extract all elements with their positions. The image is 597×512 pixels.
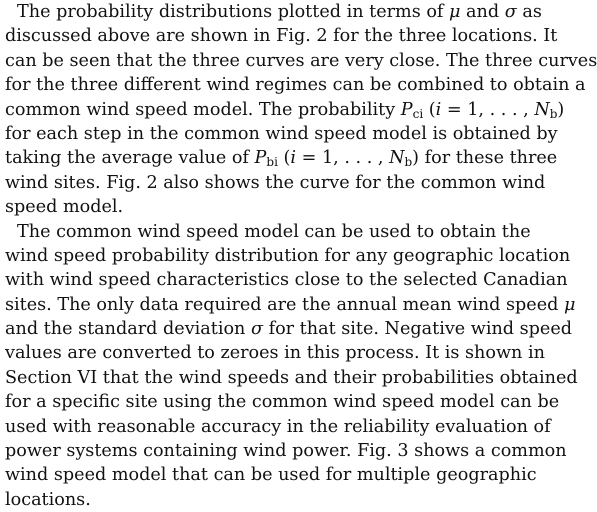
text-line: wind speed model that can be used for multiple geographic xyxy=(5,465,537,486)
text-line: locations. xyxy=(5,489,91,510)
text-line: and the standard deviation σ for that site. Negative wind speed xyxy=(5,319,573,340)
paragraph-2 xyxy=(5,220,578,512)
text-line: with wind speed characteristics close to the selected Canadian xyxy=(5,270,568,291)
text-line: Section VI that the wind speeds and their probabilities obtained xyxy=(5,367,578,388)
text-line: for the three different wind regimes can be combined to obtain a xyxy=(5,75,586,96)
text-line: speed model. xyxy=(5,197,124,218)
text-line: values are converted to zeroes in this process. It is shown in xyxy=(5,343,545,364)
text-line: wind sites. Fig. 2 also shows the curve for the common wind xyxy=(5,172,546,193)
text-line: common wind speed model. The probability $P_{ci}$ (i = 1, . . . , $N_b$) xyxy=(5,99,565,121)
text-line: The probability distributions plotted in terms of μ and σ as xyxy=(17,2,542,22)
text-line: for a specific site using the common wind speed model can be xyxy=(5,392,560,413)
text-line: can be seen that the three curves are very close. The three curves xyxy=(5,50,597,71)
text-line: for each step in the common wind speed model is obtained by xyxy=(5,123,558,144)
paper-body xyxy=(5,0,597,512)
paragraph-1 xyxy=(5,0,597,220)
text-line: used with reasonable accuracy in the reliability evaluation of xyxy=(5,416,551,437)
text-line: The common wind speed model can be used to obtain the xyxy=(17,221,531,242)
text-line: sites. The only data required are the annual mean wind speed μ xyxy=(5,294,576,315)
text-line: wind speed probability distribution for any geographic location xyxy=(5,245,571,266)
text-line: power systems containing wind power. Fig. 3 shows a common xyxy=(5,441,567,462)
text-line: discussed above are shown in Fig. 2 for the three locations. It xyxy=(5,26,558,47)
text-line: taking the average value of $P_{bi}$ (i = 1, . . . , $N_b$) for these three xyxy=(5,148,558,170)
